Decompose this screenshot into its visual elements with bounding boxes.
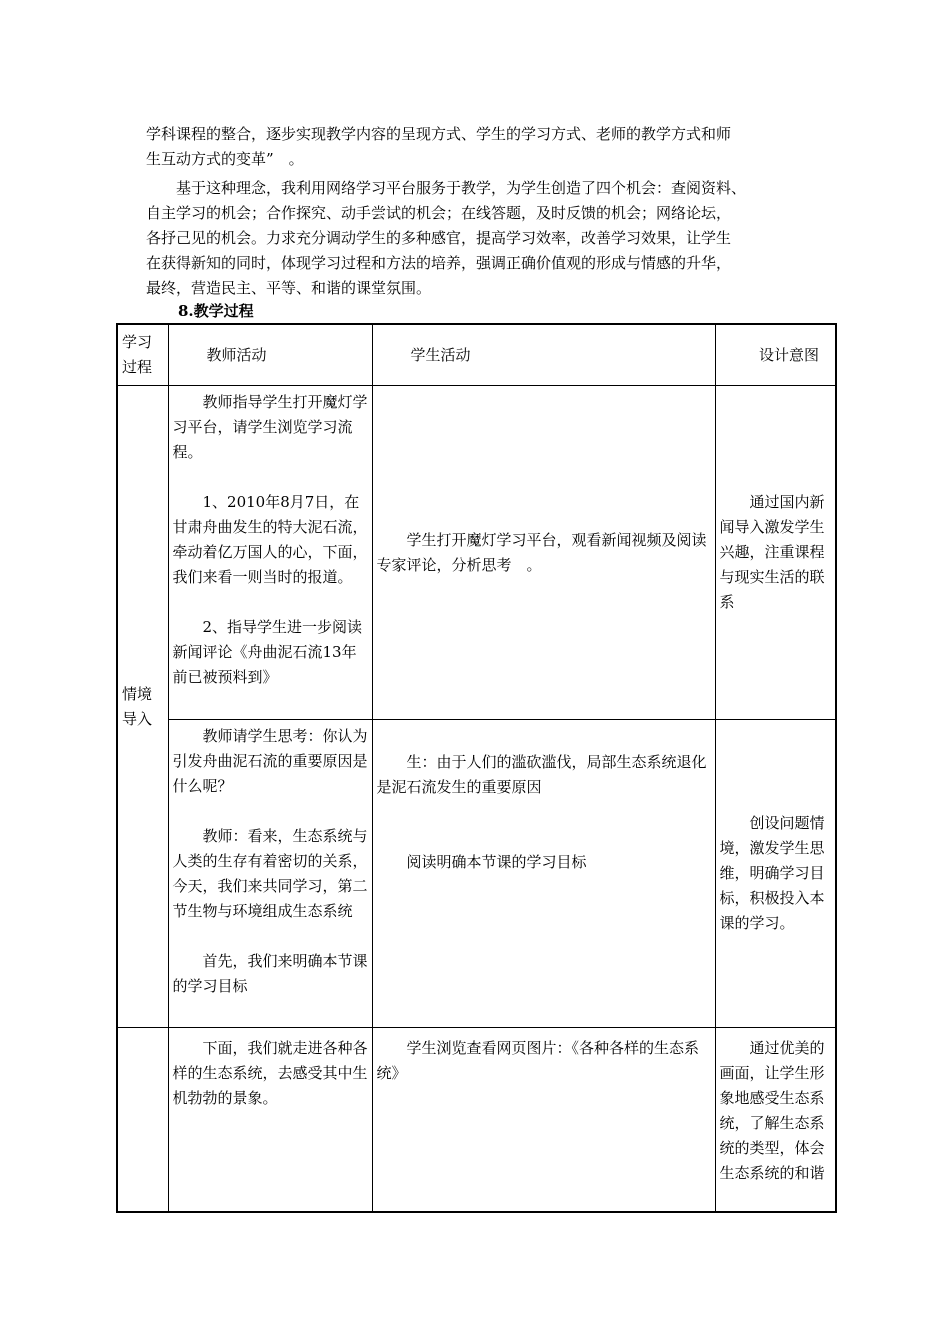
text-line: 自主学习的机会；合作探究、动手尝试的机会；在线答题，及时反馈的机会；网络论坛， bbox=[146, 204, 732, 222]
design-intent-cell bbox=[715, 720, 836, 1028]
student-activity-text: 学生打开魔灯学习平台，观看新闻视频及阅读专家评论，分析思考 。 bbox=[376, 530, 707, 574]
teacher-activity-text: 下面，我们就走进各种各样的生态系统，去感受其中生机勃勃的景象。 bbox=[172, 1039, 368, 1107]
table-row bbox=[117, 1028, 836, 1212]
teacher-activity-cell bbox=[168, 1028, 372, 1212]
design-intent-text: 创设问题情境，激发学生思维，明确学习目标，积极投入本课的学习。 bbox=[719, 814, 825, 932]
teacher-activity-cell bbox=[168, 720, 372, 1028]
text-line: 学科课程的整合，逐步实现教学内容的呈现方式、学生的学习方式、老师的教学方式和师 bbox=[146, 125, 732, 143]
text-line: 最终，营造民主、平等、和谐的课堂氛围。 bbox=[146, 279, 432, 297]
student-activity-cell bbox=[372, 386, 715, 720]
table-header-row bbox=[117, 324, 836, 386]
student-activity-cell bbox=[372, 1028, 715, 1212]
teacher-activity-text: 1、2010年8月7日，在甘肃舟曲发生的特大泥石流，牵动着亿万国人的心，下面，我们来看一则当时的报道。 bbox=[172, 493, 368, 586]
teacher-activity-text: 教师指导学生打开魔灯学习平台，请学生浏览学习流程。 bbox=[172, 393, 368, 461]
teacher-activity-cell bbox=[168, 386, 372, 720]
design-intent-text: 通过国内新闻导入激发学生兴趣，注重课程与现实生活的联系 bbox=[719, 493, 825, 611]
section-title: 8.教学过程 bbox=[178, 302, 254, 320]
design-intent-text: 通过优美的画面，让学生形象地感受生态系统，了解生态系统的类型，体会生态系统的和谐 bbox=[719, 1039, 825, 1182]
design-intent-cell bbox=[715, 386, 836, 720]
student-activity-cell bbox=[372, 720, 715, 1028]
teacher-activity-text: 2、指导学生进一步阅读新闻评论《舟曲泥石流13年前已被预料到》 bbox=[172, 618, 363, 686]
teacher-activity-text: 教师请学生思考：你认为引发舟曲泥石流的重要原因是什么呢？ bbox=[172, 727, 368, 795]
header-intent: 设计意图 bbox=[715, 324, 836, 386]
design-intent-cell bbox=[715, 1028, 836, 1212]
teaching-process-table bbox=[116, 323, 837, 1213]
text-line: 基于这种理念，我利用网络学习平台服务于教学，为学生创造了四个机会：查阅资料、 bbox=[176, 179, 747, 197]
student-activity-text: 学生浏览查看网页图片：《各种各样的生态系统》 bbox=[376, 1039, 700, 1082]
header-teacher: 教师活动 bbox=[168, 324, 372, 386]
student-activity-text: 生：由于人们的滥砍滥伐，局部生态系统退化是泥石流发生的重要原因 bbox=[376, 753, 707, 796]
teacher-activity-text: 教师：看来，生态系统与人类的生存有着密切的关系，今天，我们来共同学习，第二节生物与环境组成生态系统 bbox=[172, 827, 368, 920]
text-line: 各抒己见的机会。力求充分调动学生的多种感官，提高学习效率，改善学习效果，让学生 bbox=[146, 229, 732, 247]
stage-label-intro: 情境导入 bbox=[117, 386, 168, 1028]
student-activity-text: 阅读明确本节课的学习目标 bbox=[406, 853, 587, 871]
intro-paragraph-1 bbox=[146, 122, 826, 172]
table-row bbox=[117, 386, 836, 720]
stage-label-empty bbox=[117, 1028, 168, 1212]
text-line: 生互动方式的变革” 。 bbox=[146, 150, 304, 168]
table-row bbox=[117, 720, 836, 1028]
header-student: 学生活动 bbox=[372, 324, 715, 386]
teacher-activity-text: 首先，我们来明确本节课的学习目标 bbox=[172, 952, 368, 995]
intro-paragraph-2 bbox=[146, 176, 826, 301]
header-process: 学习过程 bbox=[117, 324, 168, 386]
text-line: 在获得新知的同时，体现学习过程和方法的培养，强调正确价值观的形成与情感的升华， bbox=[146, 254, 732, 272]
